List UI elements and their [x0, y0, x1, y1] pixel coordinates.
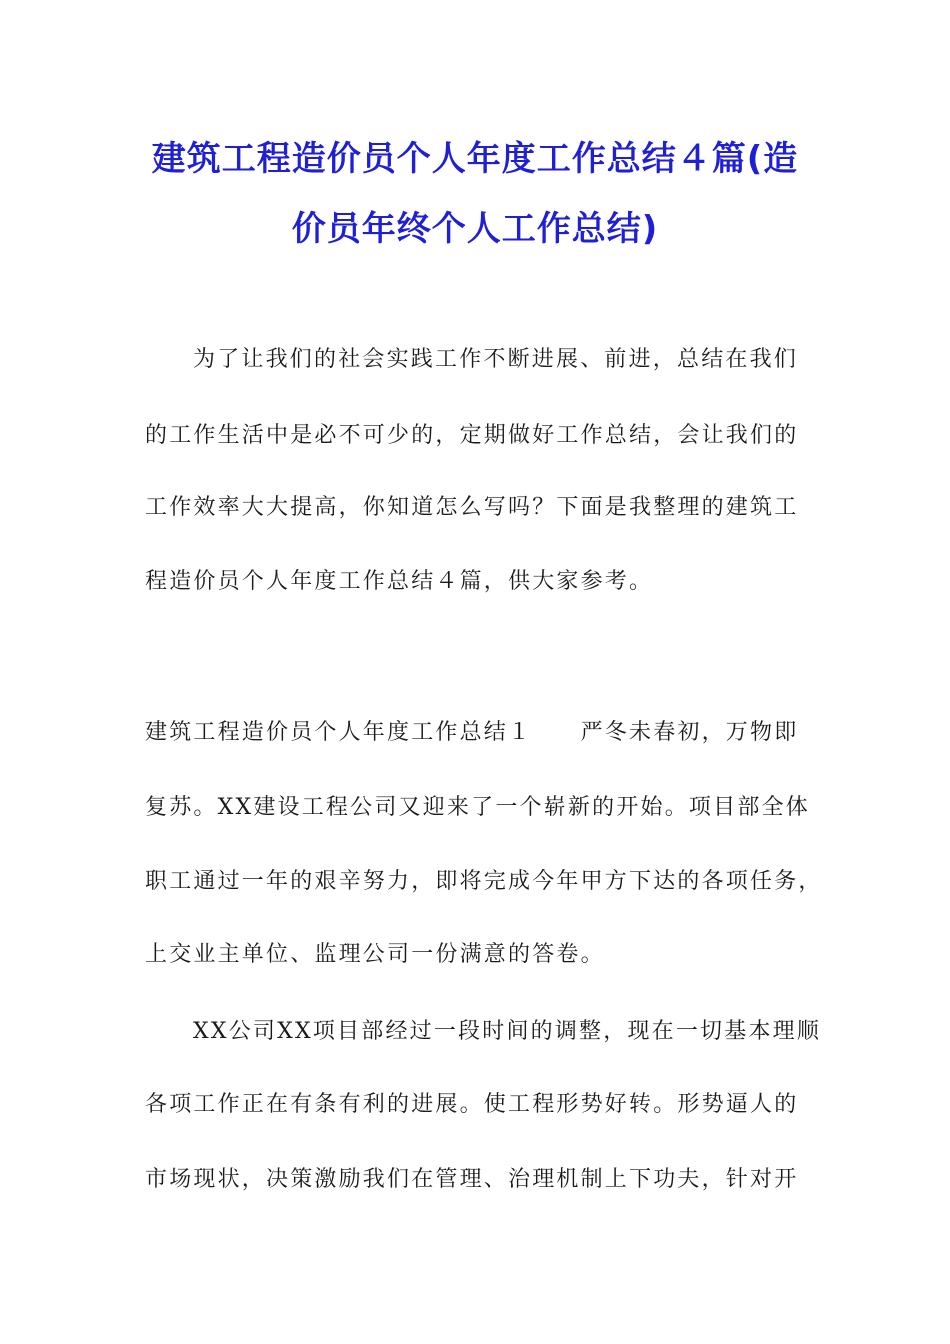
title-line-2: 价员年终个人工作总结) — [291, 209, 659, 249]
paragraph-3-line-1: XX公司XX项目部经过一段时间的调整，现在一切基本理顺 — [193, 1019, 822, 1044]
paragraph-2-line-1: 建筑工程造价员个人年度工作总结１ 严冬未春初，万物即 — [145, 720, 799, 745]
paragraph-1-line-2: 的工作生活中是必不可少的，定期做好工作总结，会让我们的 — [145, 423, 799, 448]
paragraph-2-line-4: 上交业主单位、监理公司一份满意的答卷。 — [145, 942, 605, 967]
paragraph-3-line-2: 各项工作正在有条有利的进展。使工程形势好转。形势逼人的 — [145, 1092, 799, 1117]
paragraph-1-line-1: 为了让我们的社会实践工作不断进展、前进，总结在我们 — [193, 347, 799, 372]
document-title — [100, 124, 850, 264]
title-line-1: 建筑工程造价员个人年度工作总结４篇(造 — [151, 139, 799, 179]
paragraph-3-line-3: 市场现状，决策激励我们在管理、治理机制上下功夫，针对开 — [145, 1167, 799, 1192]
paragraph-1-line-3: 工作效率大大提高，你知道怎么写吗？下面是我整理的建筑工 — [145, 495, 799, 520]
paragraph-1-line-4: 程造价员个人年度工作总结４篇，供大家参考。 — [145, 569, 654, 594]
paragraph-2-line-3: 职工通过一年的艰辛努力，即将完成今年甲方下达的各项任务， — [145, 869, 823, 894]
paragraph-2-line-2: 复苏。XX建设工程公司又迎来了一个崭新的开始。项目部全体 — [145, 795, 810, 820]
